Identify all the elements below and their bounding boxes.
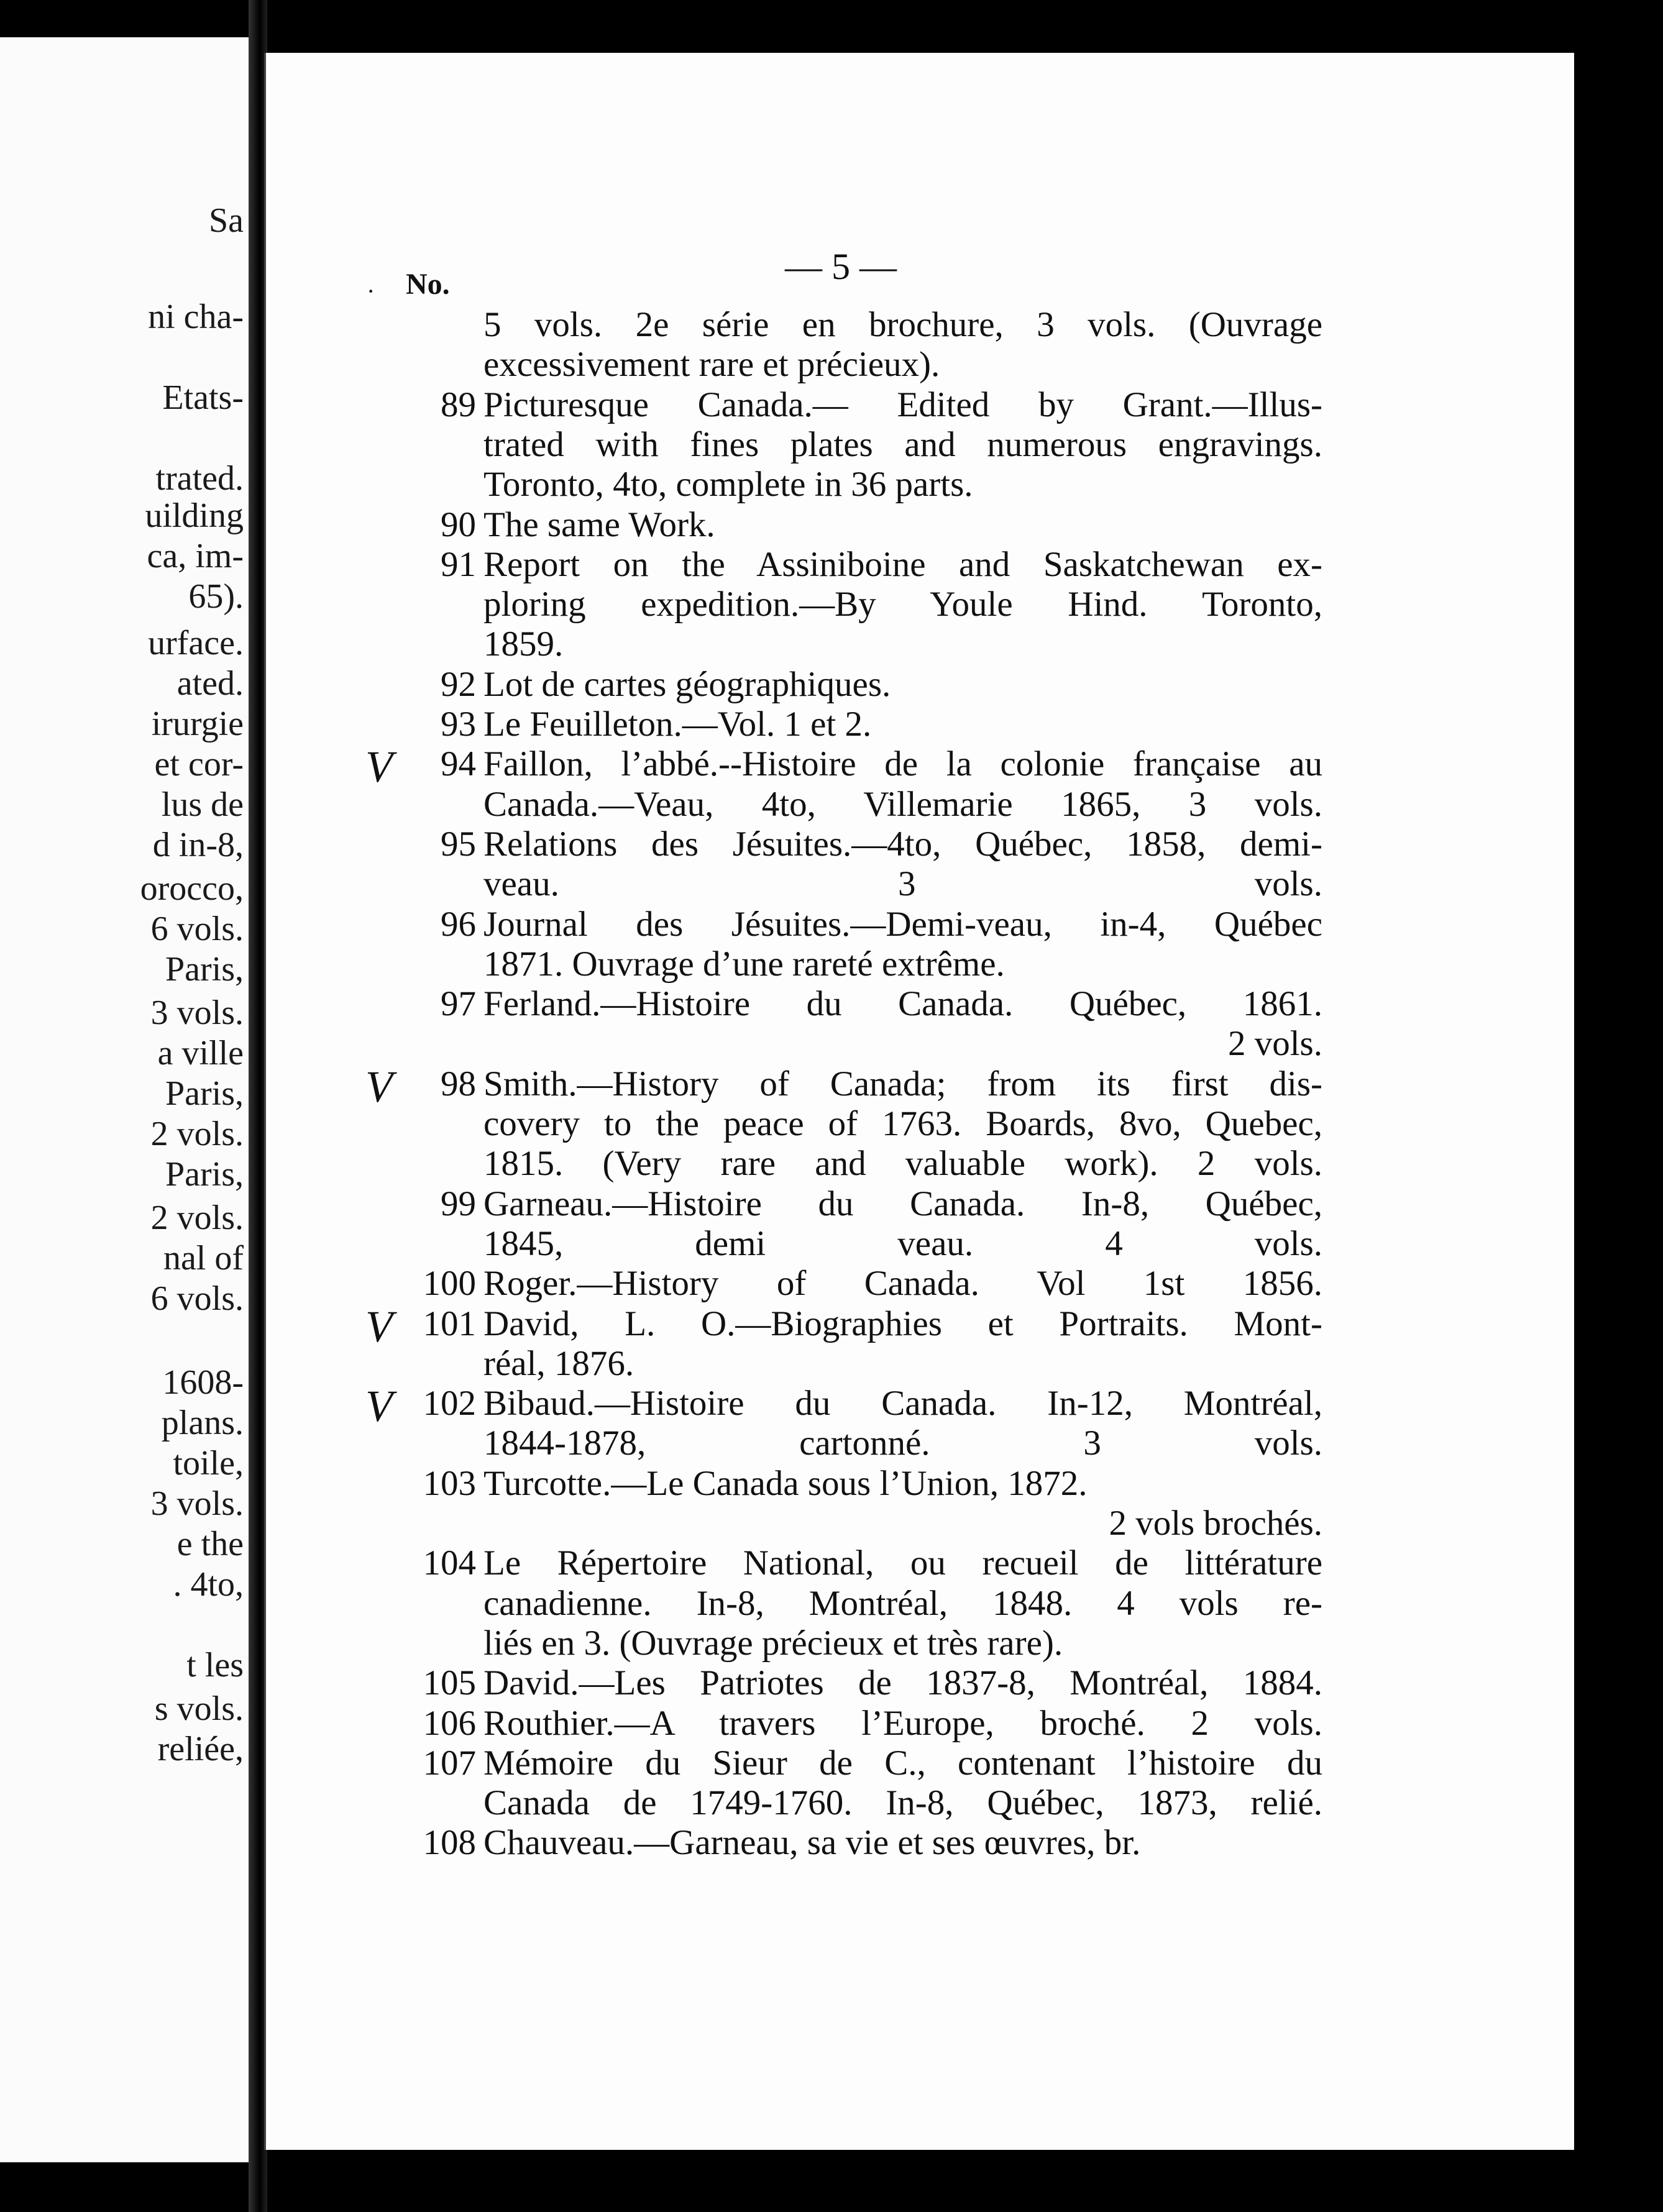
entry-94-first-line xyxy=(441,744,1322,785)
left-page-text-fragment: orocco, xyxy=(140,869,244,908)
entry-number: 108 xyxy=(423,1823,476,1862)
entry-number: 104 xyxy=(423,1543,476,1583)
left-page-text-fragment: Paris, xyxy=(165,1155,244,1194)
entry-text: Canada de 1749-1760. In-8, Québec, 1873, relié. xyxy=(483,1783,1322,1822)
entry-92-first-line xyxy=(441,664,1322,705)
left-page-text-fragment: t les xyxy=(186,1646,244,1684)
entry-number: 96 xyxy=(441,905,476,944)
entry-text: 1859. xyxy=(483,624,564,664)
entry-95-first-line xyxy=(441,824,1322,865)
entry-text: 2 vols brochés. xyxy=(1109,1504,1322,1543)
entry-number: 92 xyxy=(441,665,476,704)
entry-98-first-line xyxy=(441,1064,1322,1105)
entry-text: Journal des Jésuites.—Demi-veau, in-4, Québec xyxy=(483,905,1322,944)
entry-89-first-line xyxy=(441,385,1322,426)
entry-text: réal, 1876. xyxy=(483,1344,635,1383)
bullet-mark: · xyxy=(367,277,375,305)
entry-number: 101 xyxy=(423,1304,476,1343)
entry-continuation-line xyxy=(483,944,1322,985)
entry-100-first-line xyxy=(423,1263,1322,1304)
entry-continuation-line xyxy=(483,424,1322,465)
entry-text: Relations des Jésuites.—4to, Québec, 1858, demi- xyxy=(483,825,1322,864)
page-number: — 5 — xyxy=(785,246,897,287)
left-page-text-fragment: plans. xyxy=(161,1404,244,1442)
entry-text: excessivement rare et précieux). xyxy=(483,345,940,384)
entry-number: 105 xyxy=(423,1663,476,1702)
entry-text: David.—Les Patriotes de 1837-8, Montréal, 1884. xyxy=(483,1663,1322,1702)
left-page-text-fragment: 1608- xyxy=(162,1363,244,1402)
left-page-text-fragment: trated. xyxy=(155,459,244,498)
entry-continuation-line xyxy=(483,624,1322,665)
entry-continuation-line xyxy=(483,1223,1322,1264)
entry-text: liés en 3. (Ouvrage précieux et très rare). xyxy=(483,1624,1063,1663)
left-page-text-fragment: 2 vols. xyxy=(150,1115,244,1153)
left-page-text-fragment: ni cha- xyxy=(148,298,244,336)
entry-103-first-line xyxy=(423,1463,1322,1504)
entry-number: 95 xyxy=(441,825,476,864)
left-page-text-fragment: . 4to, xyxy=(173,1565,244,1604)
left-page-text-fragment: 65). xyxy=(188,577,244,616)
entry-text: Toronto, 4to, complete in 36 parts. xyxy=(483,465,973,504)
entry-continuation-line xyxy=(483,304,1322,345)
entry-continuation-line xyxy=(483,1503,1322,1544)
left-page-text-fragment: s vols. xyxy=(154,1689,244,1728)
entry-text: covery to the peace of 1763. Boards, 8vo, Quebec, xyxy=(483,1104,1322,1143)
entry-continuation-line xyxy=(483,1583,1322,1624)
entry-text: ploring expedition.—By Youle Hind. Toronto, xyxy=(483,585,1322,624)
entry-text: Report on the Assiniboine and Saskatchewan ex- xyxy=(483,545,1322,584)
left-page-text-fragment: Paris, xyxy=(165,1074,244,1113)
left-page-text-fragment: a ville xyxy=(157,1034,244,1072)
entry-101-first-line xyxy=(423,1304,1322,1345)
entry-continuation-line xyxy=(483,344,1322,385)
entry-number: 93 xyxy=(441,705,476,744)
entry-text: Faillon, l’abbé.--Histoire de la colonie française au xyxy=(483,744,1322,784)
left-page-text-fragment: ca, im- xyxy=(147,537,244,575)
entry-number: 106 xyxy=(423,1704,476,1743)
entry-number: 99 xyxy=(441,1184,476,1223)
entry-text: trated with fines plates and numerous engravings. xyxy=(483,425,1322,464)
entry-number: 90 xyxy=(441,505,476,544)
entry-text: Garneau.—Histoire du Canada. In-8, Québec, xyxy=(483,1184,1322,1223)
entry-text: Lot de cartes géographiques. xyxy=(483,665,891,704)
left-page-text-fragment: et cor- xyxy=(154,745,244,784)
entry-text: Picturesque Canada.— Edited by Grant.—Illus- xyxy=(483,385,1322,424)
entry-text: Le Feuilleton.—Vol. 1 et 2. xyxy=(483,705,872,744)
entry-text: 1871. Ouvrage d’une rareté extrême. xyxy=(483,944,1005,984)
entry-text: Bibaud.—Histoire du Canada. In-12, Montréal, xyxy=(483,1384,1322,1423)
entry-93-first-line xyxy=(441,704,1322,745)
entry-text: veau. 3 vols. xyxy=(483,864,1322,903)
entry-continuation-line xyxy=(483,1623,1322,1664)
entry-text: Mémoire du Sieur de C., contenant l’histoire du xyxy=(483,1744,1322,1783)
entry-108-first-line xyxy=(423,1822,1322,1863)
entry-text: Smith.—History of Canada; from its first dis- xyxy=(483,1064,1322,1104)
left-page-text-fragment: lus de xyxy=(161,785,244,824)
entry-continuation-line xyxy=(483,1343,1322,1384)
entry-number: 94 xyxy=(441,744,476,784)
left-page-text-fragment: reliée, xyxy=(157,1730,244,1768)
right-page xyxy=(264,53,1574,2150)
handwritten-check-mark: V xyxy=(365,1062,393,1112)
entry-99-first-line xyxy=(441,1184,1322,1225)
entry-text: 2 vols. xyxy=(1227,1024,1322,1063)
entry-number: 107 xyxy=(423,1744,476,1783)
entry-continuation-line xyxy=(483,1783,1322,1824)
left-page-text-fragment: nal of xyxy=(163,1239,244,1277)
left-page-text-fragment: ated. xyxy=(176,664,244,703)
entry-text: canadienne. In-8, Montréal, 1848. 4 vols re- xyxy=(483,1584,1322,1623)
entry-90-first-line xyxy=(441,505,1322,546)
number-column-header: No. xyxy=(406,268,450,301)
handwritten-check-mark: V xyxy=(365,1302,393,1351)
left-page-fragment xyxy=(0,37,249,2162)
entry-105-first-line xyxy=(423,1663,1322,1704)
left-page-text-fragment: urface. xyxy=(148,624,244,662)
entry-continuation-line xyxy=(483,1423,1322,1464)
entry-continuation-line xyxy=(483,1023,1322,1064)
entry-106-first-line xyxy=(423,1703,1322,1744)
left-page-text-fragment: Paris, xyxy=(165,950,244,989)
left-page-text-fragment: 2 vols. xyxy=(150,1199,244,1237)
entry-text: Le Répertoire National, ou recueil de littérature xyxy=(483,1543,1322,1583)
entry-96-first-line xyxy=(441,904,1322,945)
entry-text: 1845, demi veau. 4 vols. xyxy=(483,1224,1322,1263)
left-page-text-fragment: uilding xyxy=(145,496,244,535)
entry-104-first-line xyxy=(423,1543,1322,1584)
entry-number: 103 xyxy=(423,1464,476,1503)
left-page-text-fragment: Sa xyxy=(209,201,244,240)
entry-text: Chauveau.—Garneau, sa vie et ses œuvres, br. xyxy=(483,1823,1141,1862)
left-page-text-fragment: Etats- xyxy=(162,378,244,417)
entry-continuation-line xyxy=(483,1143,1322,1184)
entry-text: Turcotte.—Le Canada sous l’Union, 1872. xyxy=(483,1464,1088,1503)
entry-continuation-line xyxy=(483,784,1322,825)
entry-text: The same Work. xyxy=(483,505,715,544)
handwritten-check-mark: V xyxy=(365,742,393,792)
entry-text: 1815. (Very rare and valuable work). 2 vols. xyxy=(483,1144,1322,1183)
left-page-text-fragment: 6 vols. xyxy=(150,1279,244,1318)
left-page-text-fragment: irurgie xyxy=(151,705,244,743)
entry-97-first-line xyxy=(441,984,1322,1025)
entry-text: Canada.—Veau, 4to, Villemarie 1865, 3 vols. xyxy=(483,785,1322,824)
left-page-text-fragment: 3 vols. xyxy=(150,1484,244,1523)
entry-number: 91 xyxy=(441,545,476,584)
entry-number: 102 xyxy=(423,1384,476,1423)
entry-102-first-line xyxy=(423,1383,1322,1424)
entry-text: 5 vols. 2e série en brochure, 3 vols. (Ouvrage xyxy=(483,305,1322,344)
entry-number: 98 xyxy=(441,1064,476,1104)
entry-number: 89 xyxy=(441,385,476,424)
entry-107-first-line xyxy=(423,1743,1322,1784)
entry-number: 97 xyxy=(441,984,476,1023)
entry-text: Roger.—History of Canada. Vol 1st 1856. xyxy=(483,1264,1322,1303)
left-page-text-fragment: d in-8, xyxy=(152,826,244,864)
left-page-text-fragment: e the xyxy=(176,1525,244,1563)
left-page-text-fragment: 3 vols. xyxy=(150,994,244,1032)
entry-number: 100 xyxy=(423,1264,476,1303)
entry-91-first-line xyxy=(441,544,1322,585)
entry-text: Ferland.—Histoire du Canada. Québec, 1861. xyxy=(483,984,1322,1023)
entry-text: 1844-1878, cartonné. 3 vols. xyxy=(483,1424,1322,1463)
left-page-text-fragment: 6 vols. xyxy=(150,910,244,948)
left-page-text-fragment: toile, xyxy=(173,1444,244,1483)
entry-continuation-line xyxy=(483,584,1322,625)
entry-text: David, L. O.—Biographies et Portraits. Mont- xyxy=(483,1304,1322,1343)
handwritten-check-mark: V xyxy=(365,1381,393,1431)
entry-continuation-line xyxy=(483,1104,1322,1145)
entry-continuation-line xyxy=(483,464,1322,505)
entry-continuation-line xyxy=(483,864,1322,905)
entry-text: Routhier.—A travers l’Europe, broché. 2 vols. xyxy=(483,1704,1322,1743)
